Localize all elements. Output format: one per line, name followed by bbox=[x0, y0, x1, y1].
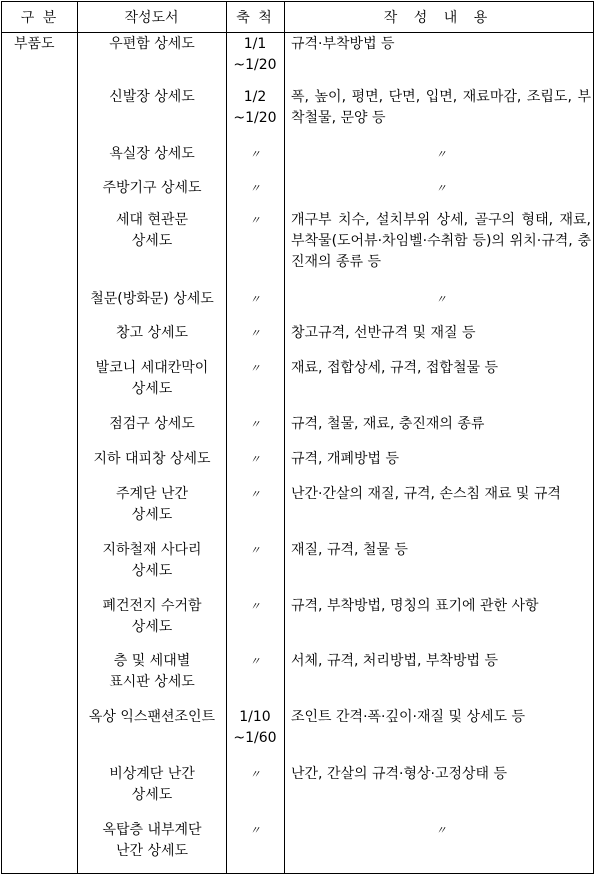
row-scale bbox=[226, 707, 284, 749]
ditto-mark: 〃 bbox=[249, 600, 261, 613]
document-name-line: 비상계단 난간 bbox=[109, 766, 195, 782]
row-document-name bbox=[78, 651, 226, 693]
document-name-line: 지하 대피창 상세도 bbox=[93, 451, 211, 467]
document-name-line: 상세도 bbox=[131, 619, 173, 635]
ditto-mark: 〃 bbox=[435, 824, 447, 837]
ditto-mark: 〃 bbox=[249, 214, 261, 227]
ditto-mark: 〃 bbox=[249, 327, 261, 340]
document-name-line: 상세도 bbox=[131, 233, 173, 249]
document-name-line: 상세도 bbox=[131, 507, 173, 523]
row-document-name bbox=[78, 820, 226, 862]
row-document-name bbox=[78, 178, 226, 199]
ditto-mark: 〃 bbox=[249, 418, 261, 431]
row-scale bbox=[226, 764, 284, 785]
ditto-mark: 〃 bbox=[249, 824, 261, 837]
row-description bbox=[291, 289, 591, 310]
row-document-name bbox=[78, 289, 226, 310]
column-divider bbox=[77, 2, 78, 873]
ditto-mark: 〃 bbox=[249, 488, 261, 501]
row-scale bbox=[226, 178, 284, 199]
document-name-line: 상세도 bbox=[131, 381, 173, 397]
ditto-mark: 〃 bbox=[249, 182, 261, 195]
row-document-name bbox=[78, 34, 226, 55]
row-document-name bbox=[78, 87, 226, 108]
header-content: 작 성 내 용 bbox=[383, 10, 494, 26]
row-document-name bbox=[78, 540, 226, 582]
row-description bbox=[291, 358, 591, 379]
row-scale bbox=[226, 358, 284, 379]
document-name-line: 우편함 상세도 bbox=[109, 36, 195, 52]
ditto-mark: 〃 bbox=[249, 453, 261, 466]
document-name-line: 상세도 bbox=[131, 787, 173, 803]
row-document-name bbox=[78, 707, 226, 728]
row-document-name bbox=[78, 323, 226, 344]
row-scale bbox=[226, 144, 284, 165]
row-scale bbox=[226, 540, 284, 561]
row-scale bbox=[226, 651, 284, 672]
scale-line: ~1/20 bbox=[233, 57, 277, 73]
header-scale: 축 척 bbox=[236, 10, 274, 26]
scale-line: 1/10 bbox=[239, 709, 271, 725]
row-scale bbox=[226, 289, 284, 310]
document-name-line: 철문(방화문) 상세도 bbox=[90, 291, 214, 307]
row-scale bbox=[226, 87, 284, 129]
description-text: 재료, 접합상세, 규격, 접합철물 등 bbox=[291, 360, 498, 376]
column-divider bbox=[284, 2, 285, 873]
ditto-mark: 〃 bbox=[435, 182, 447, 195]
header-document: 작성도서 bbox=[124, 10, 179, 26]
description-text: 개구부 치수, 설치부위 상세, 골구의 형태, 재료, 부착물(도어뷰·차임벨·수취함 등)의 위치·규격, 충진재의 종류 등 bbox=[291, 212, 591, 270]
document-name-line: 난간 상세도 bbox=[115, 843, 189, 859]
description-text: 난간, 간살의 규격·형상·고정상태 등 bbox=[291, 766, 508, 782]
ditto-mark: 〃 bbox=[435, 293, 447, 306]
document-name-line: 표시판 상세도 bbox=[109, 674, 195, 690]
description-text: 규격, 철물, 재료, 충진재의 종류 bbox=[291, 416, 485, 432]
document-name-line: 지하철재 사다리 bbox=[102, 542, 202, 558]
document-name-line: 층 및 세대별 bbox=[113, 653, 191, 669]
description-text: 창고규격, 선반규격 및 재질 등 bbox=[291, 325, 476, 341]
document-name-line: 발코니 세대칸막이 bbox=[95, 360, 209, 376]
document-name-line: 주방기구 상세도 bbox=[102, 180, 202, 196]
row-description bbox=[291, 323, 591, 344]
scale-line: 1/2 bbox=[243, 89, 267, 105]
scale-line: 1/1 bbox=[243, 36, 267, 52]
row-description bbox=[291, 540, 591, 561]
row-scale bbox=[226, 414, 284, 435]
header-category: 구 분 bbox=[20, 10, 59, 26]
ditto-mark: 〃 bbox=[249, 768, 261, 781]
row-description bbox=[291, 34, 591, 55]
category-label: 부품도 bbox=[14, 36, 55, 52]
document-name-line: 옥탑층 내부계단 bbox=[102, 822, 202, 838]
scale-line: ~1/20 bbox=[233, 110, 277, 126]
row-document-name bbox=[78, 358, 226, 400]
row-description bbox=[291, 596, 591, 617]
ditto-mark: 〃 bbox=[249, 362, 261, 375]
row-document-name bbox=[78, 210, 226, 252]
document-name-line: 폐건전지 수거함 bbox=[102, 598, 202, 614]
description-text: 조인트 간격·폭·깊이·재질 및 상세도 등 bbox=[291, 709, 526, 725]
row-document-name bbox=[78, 764, 226, 806]
header-divider bbox=[2, 32, 593, 33]
row-scale bbox=[226, 596, 284, 617]
scale-line: ~1/60 bbox=[233, 730, 277, 746]
document-name-line: 주계단 난간 bbox=[115, 486, 189, 502]
row-description bbox=[291, 210, 591, 273]
row-scale bbox=[226, 449, 284, 470]
document-name-line: 세대 현관문 bbox=[115, 212, 189, 228]
row-description bbox=[291, 144, 591, 165]
document-name-line: 신발장 상세도 bbox=[109, 89, 195, 105]
description-text: 재질, 규격, 철물 등 bbox=[291, 542, 408, 558]
row-scale bbox=[226, 323, 284, 344]
description-text: 규격, 부착방법, 명칭의 표기에 관한 사항 bbox=[291, 598, 539, 614]
ditto-mark: 〃 bbox=[249, 293, 261, 306]
document-name-line: 상세도 bbox=[131, 563, 173, 579]
row-description bbox=[291, 449, 591, 470]
document-table bbox=[1, 1, 594, 874]
row-document-name bbox=[78, 484, 226, 526]
row-description bbox=[291, 87, 591, 129]
ditto-mark: 〃 bbox=[249, 148, 261, 161]
ditto-mark: 〃 bbox=[249, 655, 261, 668]
document-name-line: 창고 상세도 bbox=[115, 325, 189, 341]
row-scale bbox=[226, 34, 284, 76]
description-text: 폭, 높이, 평면, 단면, 입면, 재료마감, 조립도, 부착철물, 문양 등 bbox=[291, 89, 591, 126]
row-scale bbox=[226, 210, 284, 231]
description-text: 규격, 개폐방법 등 bbox=[291, 451, 400, 467]
row-description bbox=[291, 820, 591, 841]
description-text: 규격·부착방법 등 bbox=[291, 36, 395, 52]
document-name-line: 점검구 상세도 bbox=[109, 416, 195, 432]
ditto-mark: 〃 bbox=[435, 148, 447, 161]
document-name-line: 욕실장 상세도 bbox=[109, 146, 195, 162]
row-scale bbox=[226, 820, 284, 841]
row-document-name bbox=[78, 414, 226, 435]
row-document-name bbox=[78, 449, 226, 470]
row-description bbox=[291, 484, 591, 505]
ditto-mark: 〃 bbox=[249, 544, 261, 557]
row-document-name bbox=[78, 596, 226, 638]
row-description bbox=[291, 651, 591, 672]
row-description bbox=[291, 764, 591, 785]
row-description bbox=[291, 707, 591, 728]
row-description bbox=[291, 178, 591, 199]
row-scale bbox=[226, 484, 284, 505]
row-document-name bbox=[78, 144, 226, 165]
row-description bbox=[291, 414, 591, 435]
document-name-line: 옥상 익스팬션조인트 bbox=[88, 709, 216, 725]
description-text: 난간·간살의 재질, 규격, 손스침 재료 및 규격 bbox=[291, 486, 561, 502]
description-text: 서체, 규격, 처리방법, 부착방법 등 bbox=[291, 653, 498, 669]
